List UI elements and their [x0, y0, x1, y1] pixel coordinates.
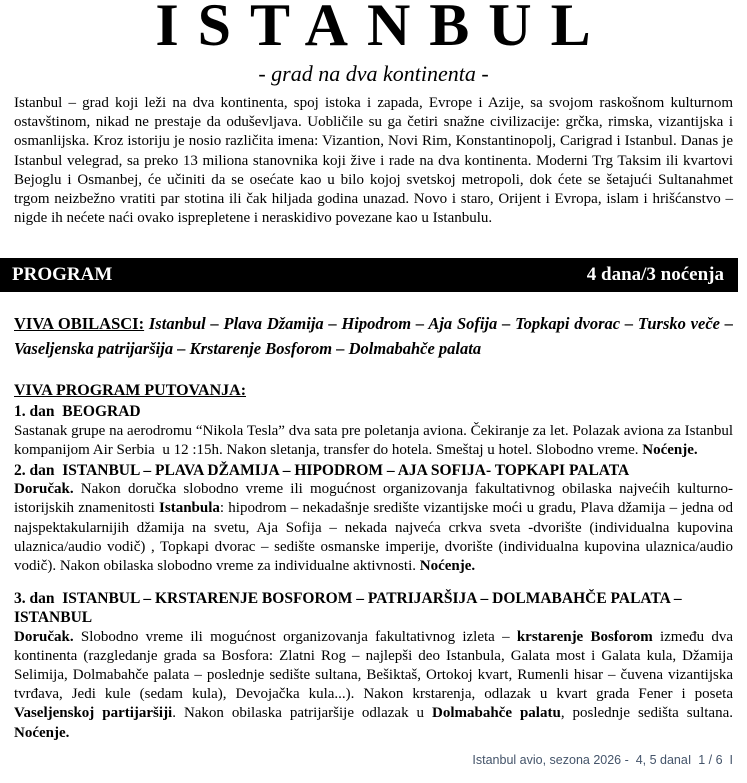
day-2-heading: 2. dan ISTANBUL – PLAVA DŽAMIJA – HIPODROM – AJA SOFIJA- TOPKAPI PALATA: [14, 462, 630, 480]
day-2-body: Doručak. Nakon doručka slobodno vreme ili mogućnost organizovanja fakultativnog obilaska najvećih kulturno-istorijskih znamenitosti Istanbula: hipodrom – nekadašnje središte vizantijske moći u gradu, Plava džamija – jedna od najspektakularnijih džamija na svetu, Aja Sofija – nekada najveća crkva sveta -dvorište (individualna kupovina ulaznica/audio vodič) , Topkapi dvorac – sedište osmanske imperije, dvorište (individualna kupovina ulaznica/audio vodič). Nakon obilaska slobodno vreme za individualne aktivnosti. Noćenje.: [14, 481, 737, 575]
page-footer: Istanbul avio, sezona 2026 - 4, 5 danaI 1 / 6 I: [472, 753, 733, 767]
day-3-heading: 3. dan ISTANBUL – KRSTARENJE BOSFOROM – PATRIJARŠIJA – DOLMABAHČE PALATA – ISTANBUL: [14, 590, 686, 627]
day-1-heading: 1. dan BEOGRAD: [14, 403, 141, 421]
page-title: ISTANBUL: [155, 0, 610, 58]
duration-label: 4 dana/3 noćenja: [586, 264, 724, 286]
program-label: PROGRAM: [12, 264, 113, 286]
page-subtitle: - grad na dva kontinenta -: [258, 61, 489, 86]
intro-paragraph: Istanbul – grad koji leži na dva kontinenta, spoj istoka i zapada, Evrope i Azije, sa svojom raskošnom kulturnom ostavštinom, nikad ne prestaje da oduševljava. Uobličile su ga četiri snažne civilizacije: grčka, rimska, vizantijska i osmanlijska. Kroz istoriju je nosio različita imena: Vizantion, Novi Rim, Konstantinopolj, Carigrad i Istanbul. Danas je Istanbul velegrad, sa preko 13 miliona stanovnika koji žive i rade na dva kontinenta. Moderni Trg Taksim ili kvartovi Bejoglu i Osmanbej, će učiniti da se osećate kao u bilo kojoj svetskoj metropoli, dok ćete se šetajući Sultanahmet trgom neizbežno vratiti par stotina ili čak hiljada godina unazad. Novo i staro, Orijent i Evropa, islam i hrišćanstvo – nigde ih nećete naći ovako isprepletene i neraskidivo povezane kao u Istanbulu.: [14, 95, 733, 227]
viva-obilasci-route: Istanbul – Plava Džamija – Hipodrom – Aja Sofija – Topkapi dvorac – Tursko veče – Vaseljenska patrijaršija – Krstarenje Bosforom – Dolmabahče palata: [14, 314, 733, 359]
itinerary-heading: VIVA PROGRAM PUTOVANJA:: [14, 382, 247, 400]
day-1-body: Sastanak grupe na aerodromu “Nikola Tesla” dva sata pre poletanja aviona. Čekiranje za let. Polazak aviona za Istanbul kompanijom Air Serbia u 12 :15h. Nakon sletanja, transfer do hotela. Smeštaj u hotel. Slobodno vreme. Noćenje.: [14, 422, 737, 458]
day-3-body: Doručak. Slobodno vreme ili mogućnost organizovanja fakultativnog izleta – krstarenje Bosforom između dva kontinenta (razgledanje grada sa Bosfora: Zlatni Rog – najlepši deo Istanbula, Galata most i Galata kula, Džamija Selimija, Dolmabahče palata – poslednje sedište sultana, Bešiktaš, Ortokoj kvart, Rumenli hisar – čuvena vizantijska tvrđava, Jedi kule (sedam kula), Devojačka kula...). Nakon krstarenja, odlazak u kvart grada Fener i poseta Vaseljenskoj partijaršiji. Nakon obilaska patrijaršije odlazak u Dolmabahče palatu, poslednje sedišta sultana. Noćenje.: [14, 628, 737, 741]
viva-obilasci-label: VIVA OBILASCI:: [14, 314, 145, 334]
program-header-bar: [0, 258, 738, 292]
viva-obilasci-line: [14, 311, 733, 361]
